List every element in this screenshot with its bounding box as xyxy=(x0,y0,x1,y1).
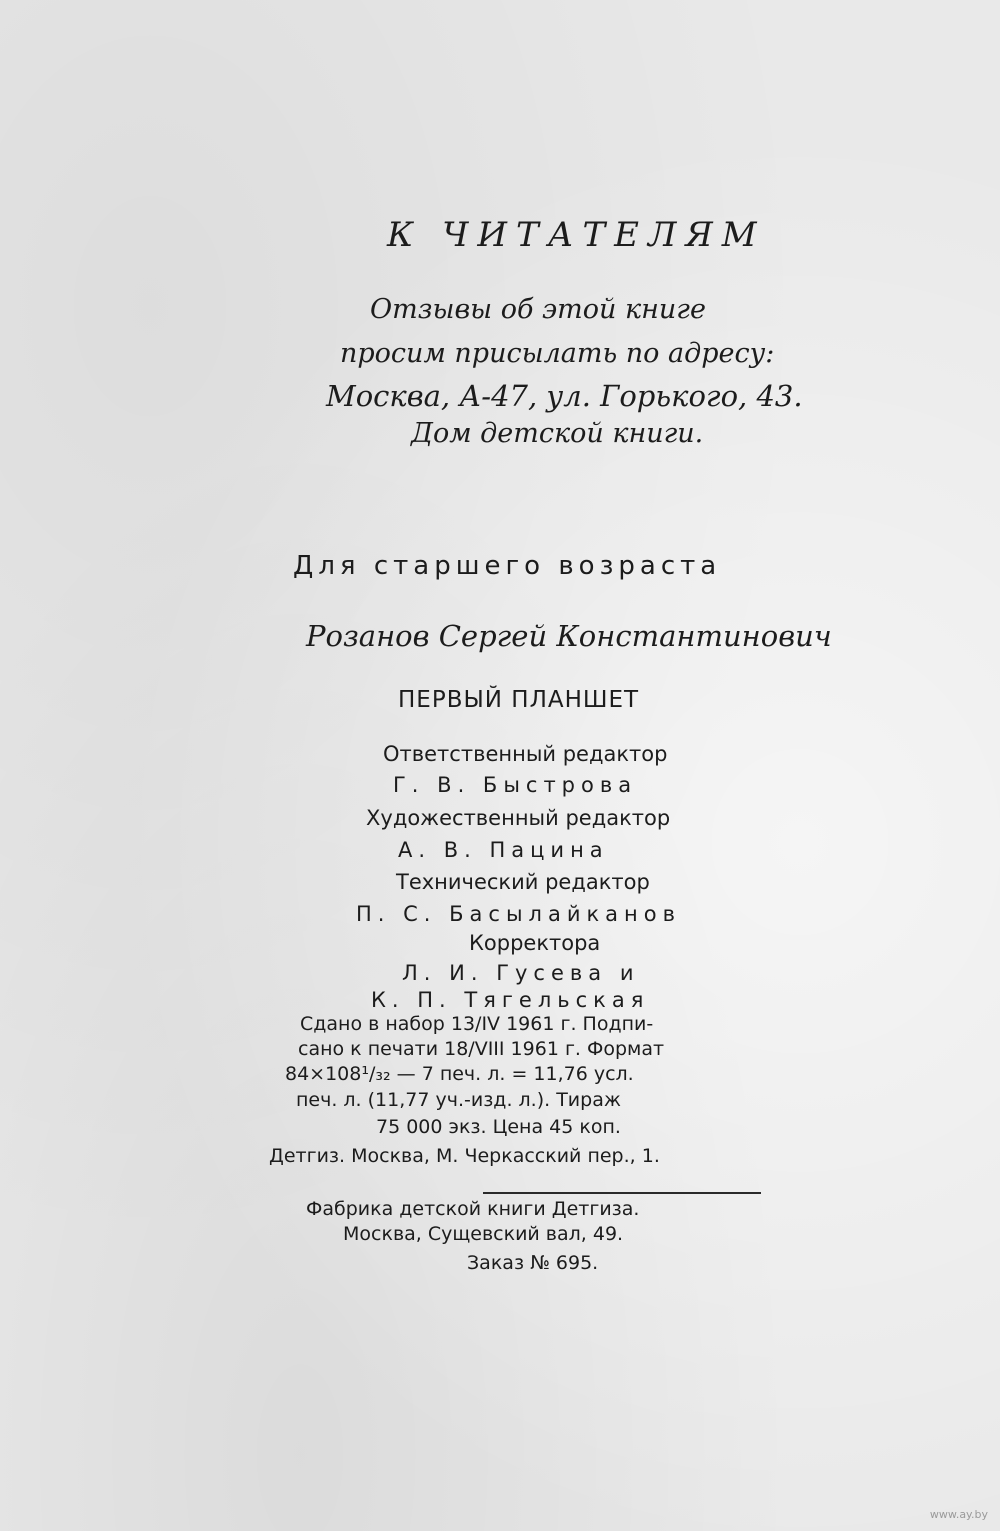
book-title: ПЕРВЫЙ ПЛАНШЕТ xyxy=(398,687,640,713)
credit-person: А. В. Пацина xyxy=(398,838,609,862)
audience-label: Для старшего возраста xyxy=(293,551,722,581)
separator-rule xyxy=(483,1192,761,1194)
credit-person: П. С. Басылайканов xyxy=(356,902,682,926)
imprint-line: сано к печати 18/VIII 1961 г. Формат xyxy=(298,1038,665,1060)
credit-role: Корректора xyxy=(469,931,601,955)
to-readers-line: просим присылать по адресу: xyxy=(340,338,775,369)
publisher-address: Детгиз. Москва, М. Черкасский пер., 1. xyxy=(269,1145,660,1167)
order-number: Заказ № 695. xyxy=(467,1252,599,1274)
printer-line: Фабрика детской книги Детгиза. xyxy=(306,1198,640,1220)
watermark: www.ay.by xyxy=(929,1508,988,1521)
imprint-line: 75 000 экз. Цена 45 коп. xyxy=(376,1116,621,1138)
credit-person: К. П. Тягельская xyxy=(371,988,650,1012)
imprint-line: печ. л. (11,77 уч.-изд. л.). Тираж xyxy=(296,1089,621,1111)
imprint-line: 84×108¹/₃₂ — 7 печ. л. = 11,76 усл. xyxy=(285,1063,634,1085)
to-readers-heading: К ЧИТАТЕЛЯМ xyxy=(387,215,766,255)
to-readers-line: Москва, А-47, ул. Горького, 43. xyxy=(326,379,803,413)
credit-person: Г. В. Быстрова xyxy=(393,773,638,797)
imprint-line: Сдано в набор 13/IV 1961 г. Подпи- xyxy=(300,1013,654,1035)
credit-role: Художественный редактор xyxy=(366,806,671,830)
credit-person: Л. И. Гусева и xyxy=(402,961,640,985)
to-readers-line: Отзывы об этой книге xyxy=(370,294,706,325)
credit-role: Технический редактор xyxy=(396,870,650,894)
credit-role: Ответственный редактор xyxy=(383,742,668,766)
author-name: Розанов Сергей Константинович xyxy=(306,619,832,653)
to-readers-line: Дом детской книги. xyxy=(411,418,704,449)
printer-line: Москва, Сущевский вал, 49. xyxy=(343,1223,624,1245)
